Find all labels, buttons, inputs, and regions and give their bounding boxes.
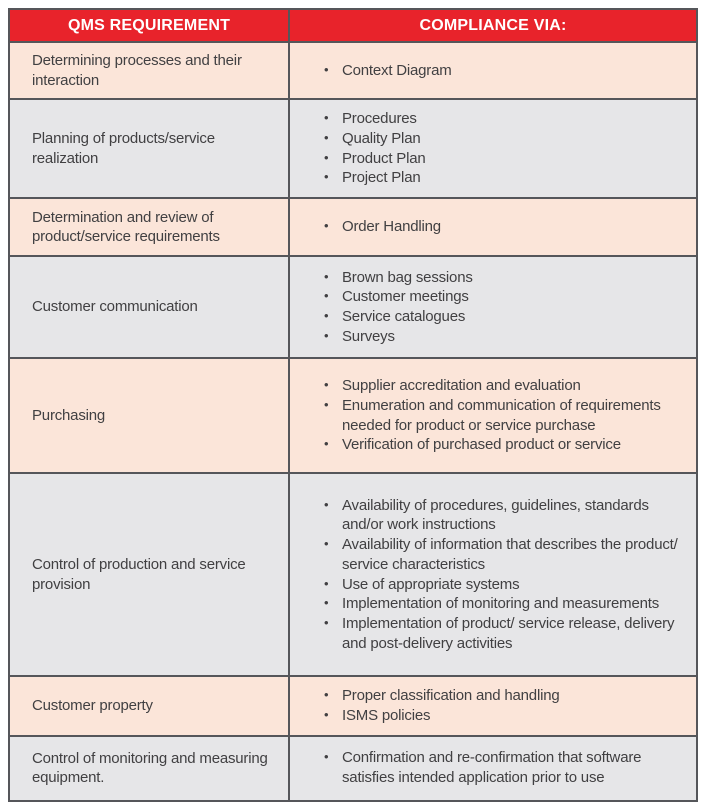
compliance-list — [290, 748, 686, 788]
compliance-cell — [290, 100, 696, 197]
requirement-text: Determining processes and their interaction — [32, 52, 242, 89]
table-row — [10, 474, 696, 677]
requirement-text: Determination and review of product/service requirements — [32, 208, 220, 246]
compliance-list — [290, 496, 686, 654]
compliance-cell — [290, 474, 696, 675]
compliance-item: • Procedures — [318, 109, 425, 129]
compliance-item: • Customer meetings — [318, 287, 473, 307]
table-row — [10, 199, 696, 257]
requirement-cell — [10, 43, 290, 98]
requirement-cell — [10, 474, 290, 675]
compliance-list — [290, 686, 566, 726]
compliance-list — [290, 109, 431, 188]
compliance-list — [290, 61, 458, 81]
compliance-cell — [290, 257, 696, 357]
compliance-item: • Order Handling — [318, 217, 441, 237]
table-row — [10, 100, 696, 199]
compliance-item: • Quality Plan — [318, 129, 425, 149]
compliance-item: • Project Plan — [318, 168, 425, 188]
header-compliance-via: COMPLIANCE VIA: — [419, 16, 567, 34]
compliance-item: • Enumeration and communication of requirements needed for product or service purchase — [318, 396, 680, 436]
requirement-text: Customer communication — [32, 298, 198, 316]
compliance-cell — [290, 199, 696, 255]
compliance-cell — [290, 43, 696, 98]
compliance-item: • Use of appropriate systems — [318, 575, 680, 595]
requirement-cell — [10, 359, 290, 472]
compliance-item: • Context Diagram — [318, 61, 452, 81]
compliance-item: • Supplier accreditation and evaluation — [318, 376, 680, 396]
compliance-item: • Availability of procedures, guidelines, standards and/or work instructions — [318, 496, 680, 536]
requirement-text: Purchasing — [32, 406, 106, 424]
compliance-list — [290, 268, 479, 347]
requirement-text: Control of monitoring and measuring equipment. — [32, 749, 268, 787]
compliance-list — [290, 376, 686, 455]
requirement-cell — [10, 677, 290, 735]
requirement-cell — [10, 257, 290, 357]
compliance-item: • Product Plan — [318, 149, 425, 169]
compliance-item: • ISMS policies — [318, 706, 560, 726]
compliance-item: • Implementation of monitoring and measurements — [318, 594, 680, 614]
requirement-text: Customer property — [32, 697, 153, 715]
compliance-item: • Verification of purchased product or service — [318, 435, 680, 455]
compliance-item: • Availability of information that describes the product/ service characteristics — [318, 535, 680, 575]
requirement-cell — [10, 100, 290, 197]
requirement-cell — [10, 737, 290, 800]
table-row — [10, 677, 696, 737]
compliance-cell — [290, 359, 696, 472]
compliance-item: • Brown bag sessions — [318, 268, 473, 288]
table-row — [10, 257, 696, 359]
table-row — [10, 43, 696, 100]
header-qms-requirement: QMS REQUIREMENT — [10, 10, 290, 41]
compliance-item: • Surveys — [318, 327, 473, 347]
compliance-item: • Implementation of product/ service release, delivery and post-delivery activities — [318, 614, 680, 654]
table-row — [10, 737, 696, 800]
compliance-list — [290, 217, 447, 237]
requirement-text: Planning of products/service realization — [32, 130, 215, 167]
table-header-row — [10, 10, 696, 43]
qms-compliance-table — [8, 8, 698, 802]
compliance-item: • Proper classification and handling — [318, 686, 560, 706]
compliance-item: • Confirmation and re-confirmation that software satisfies intended application prior to use — [318, 748, 680, 788]
table-row — [10, 359, 696, 474]
compliance-item: • Service catalogues — [318, 307, 473, 327]
table-body — [10, 43, 696, 800]
requirement-text: Control of production and service provision — [32, 556, 246, 593]
compliance-cell — [290, 677, 696, 735]
requirement-cell — [10, 199, 290, 255]
compliance-cell — [290, 737, 696, 800]
